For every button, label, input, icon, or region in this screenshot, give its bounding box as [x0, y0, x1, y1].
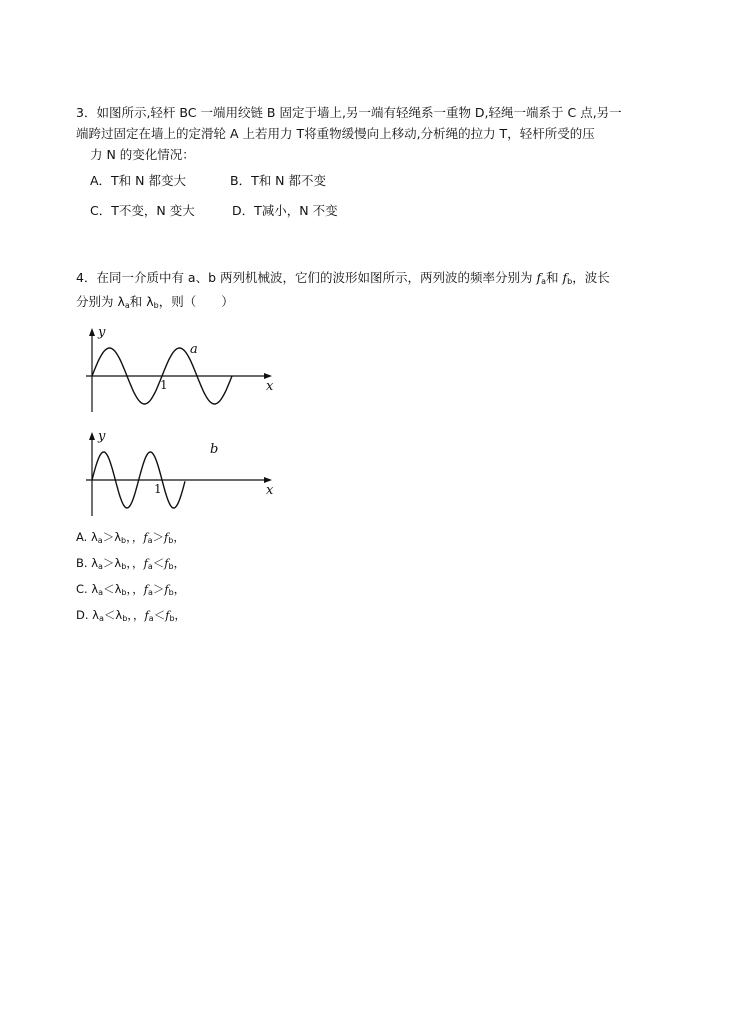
q3-option-d: D．T减小，N 不变	[232, 203, 338, 218]
tick-label-1: 1	[160, 378, 168, 392]
y-axis-arrow	[89, 432, 95, 440]
q3-stem-line-1: 3．如图所示,轻杆 BC 一端用绞链 B 固定于墙上,另一端有轻绳系一重物 D,轻绳一端系于 C 点,另一	[76, 105, 622, 120]
y-axis-label: y	[98, 429, 106, 444]
q4-choice-d: D. $\lambda_a<\lambda_b$，，$f_a<f_b$，	[76, 608, 187, 623]
q3-option-a: A．T和 N 都变大	[90, 173, 186, 188]
q3-stem-line-3: 力 N 的变化情况：	[90, 147, 195, 162]
tick-label-1: 1	[154, 482, 162, 496]
q4-choice-a: A. $\lambda_a>\lambda_b$，，$f_a>f_b$，	[76, 530, 185, 545]
wave-figure-a	[80, 322, 280, 414]
q3-option-c: C．T不变，N 变大	[90, 203, 195, 218]
x-axis-label: x	[266, 483, 274, 498]
y-axis-arrow	[89, 328, 95, 336]
x-axis-label: x	[266, 379, 274, 394]
y-axis-label: y	[98, 325, 106, 340]
curve-label-a: a	[190, 342, 198, 357]
q4-stem-line-1: 4．在同一介质中有 a、b 两列机械波，它们的波形如图所示，两列波的频率分别为 $f_a$和 $f_b$，波长	[76, 270, 610, 286]
q4-stem-line-2: 分别为 $\lambda_a$和 $\lambda_b$，则（ ）	[76, 294, 234, 310]
curve-label-b: b	[210, 442, 219, 457]
wave-figure-b	[80, 426, 280, 518]
q3-option-b: B．T和 N 都不变	[230, 173, 327, 188]
q3-stem-line-2: 端跨过固定在墙上的定滑轮 A 上若用力 T将重物缓慢向上移动,分析绳的拉力 T，轻杆所受的压	[76, 126, 595, 141]
q4-choice-b: B. $\lambda_a>\lambda_b$，，$f_a<f_b$，	[76, 556, 186, 571]
q4-choice-c: C. $\lambda_a<\lambda_b$，，$f_a>f_b$，	[76, 582, 186, 597]
